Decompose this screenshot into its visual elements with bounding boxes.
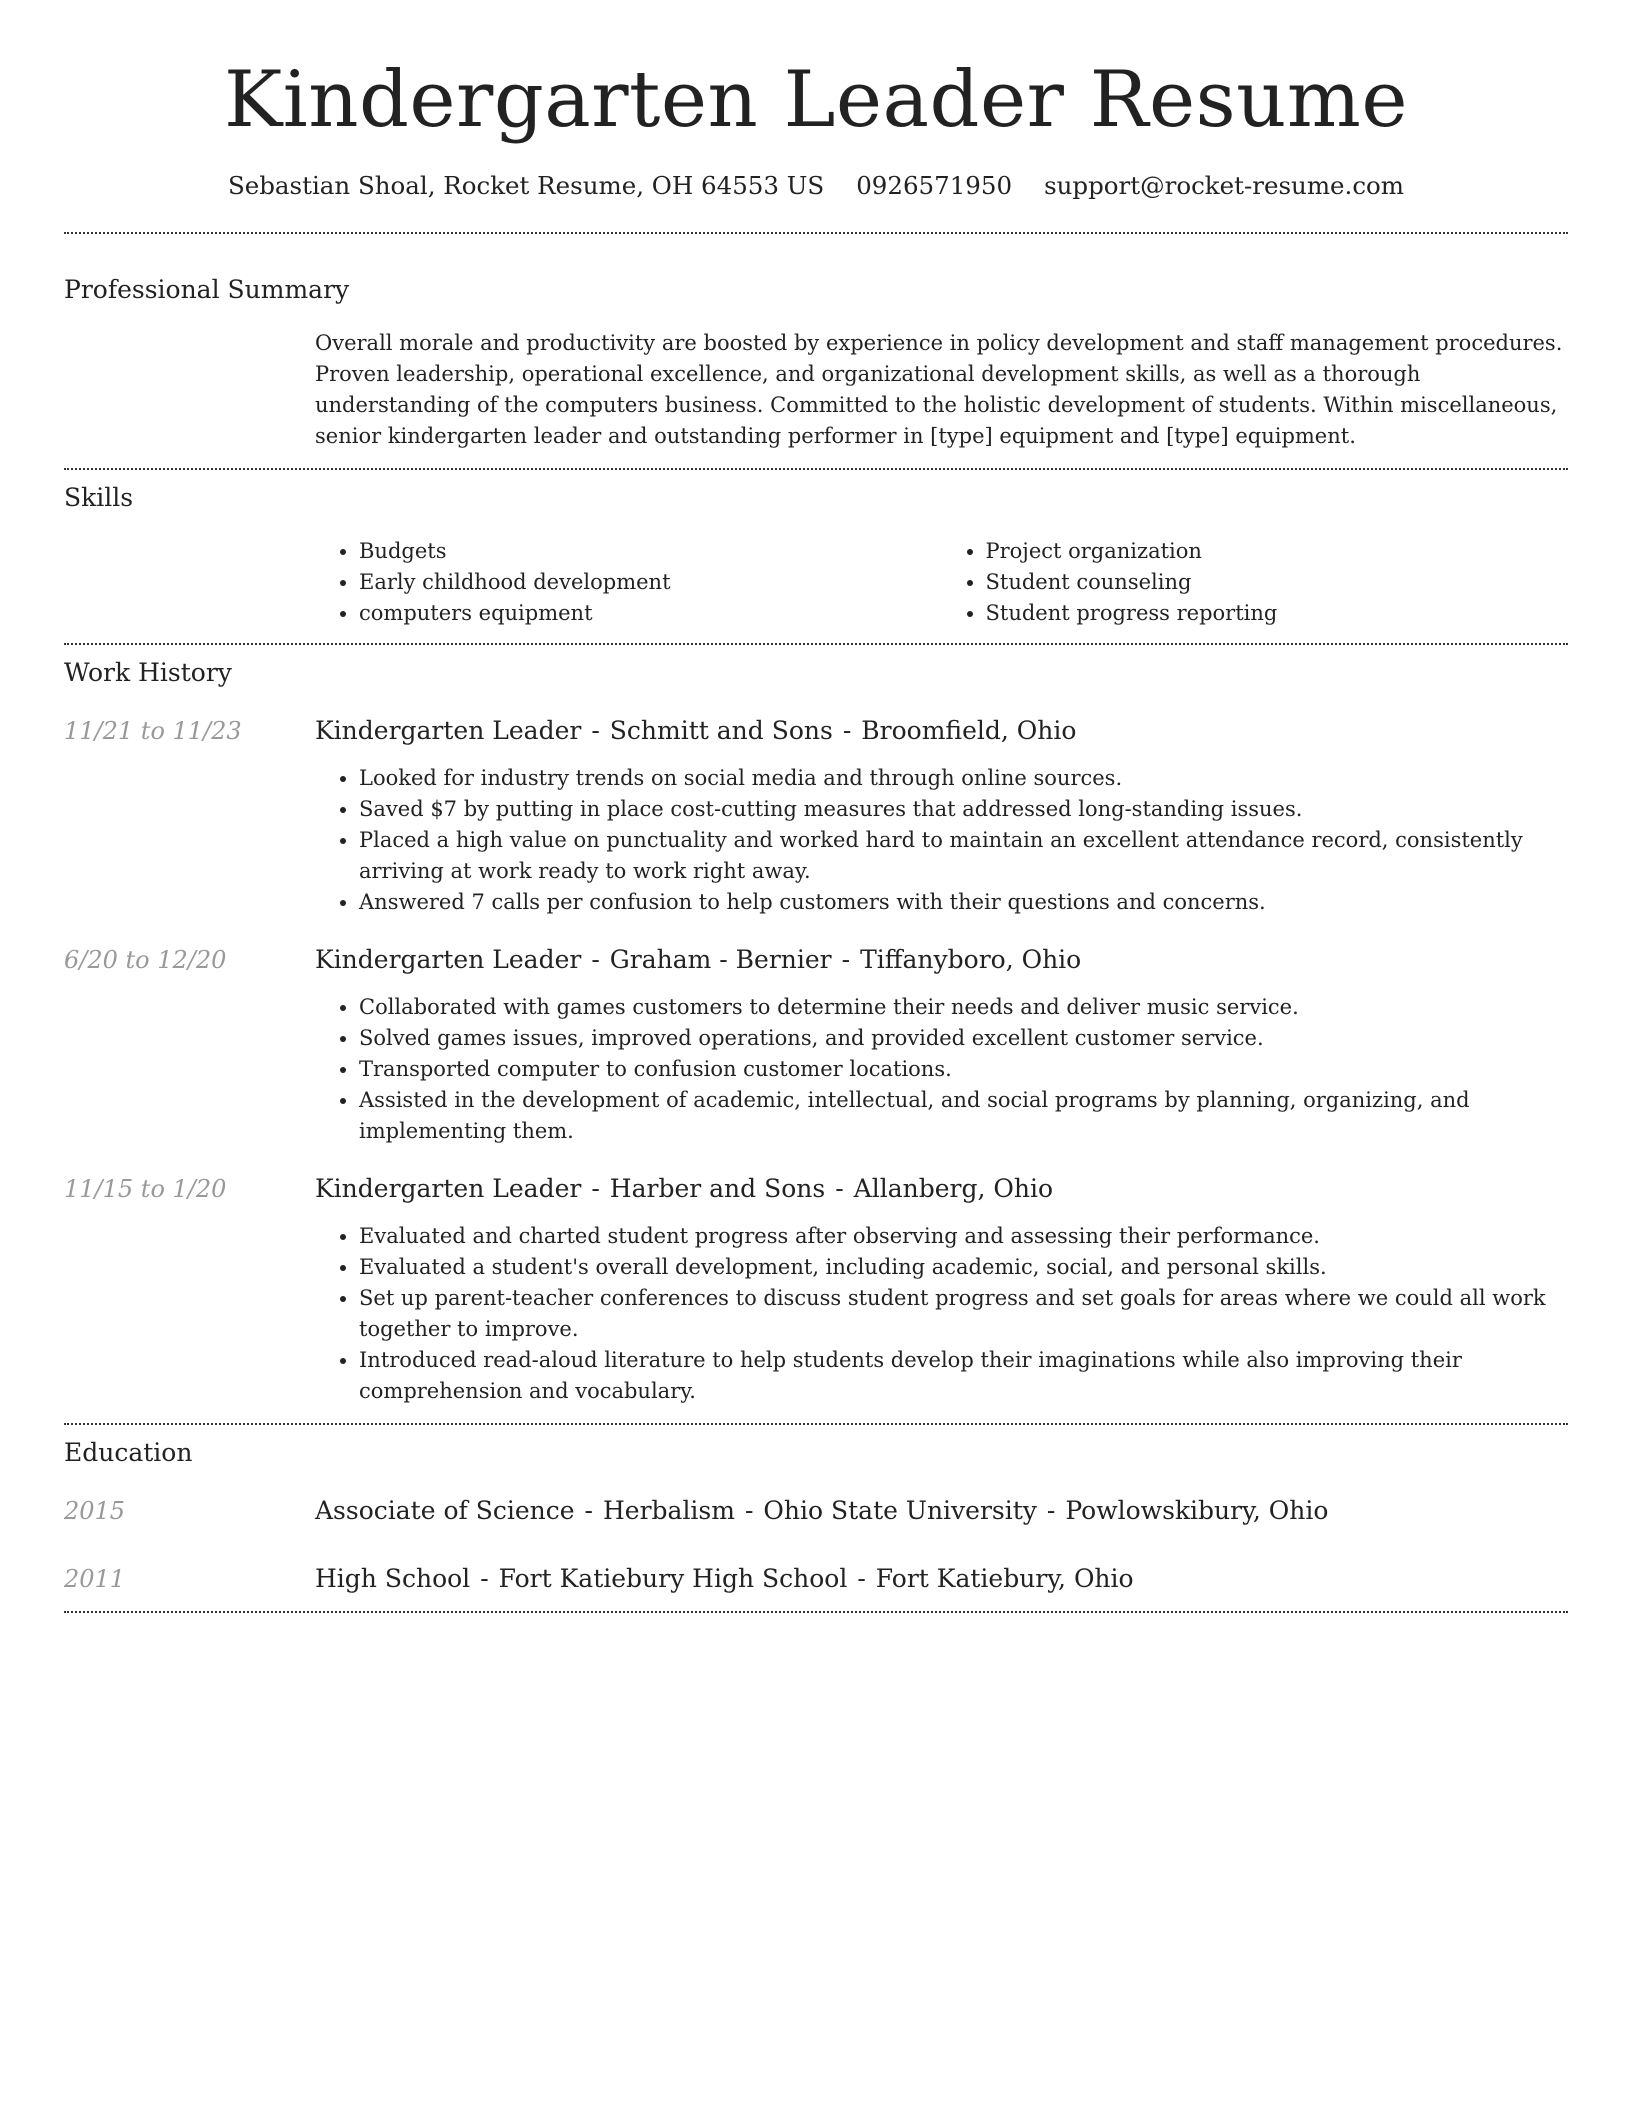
separator: -	[480, 1564, 489, 1593]
separator: -	[835, 1174, 844, 1203]
job-duty: • Transported computer to confusion customer locations.	[359, 1054, 1568, 1085]
contact-email: support@rocket-resume.com	[1044, 171, 1405, 200]
job-duty: • Assisted in the development of academic, intellectual, and social programs by planning, organizing, and implementing them.	[359, 1085, 1568, 1147]
header-divider	[64, 232, 1568, 234]
resume-page	[64, 0, 1568, 1613]
job-duty: • Saved $7 by putting in place cost-cutting measures that addressed long-standing issues.	[359, 794, 1568, 825]
education-heading: Education	[64, 1438, 193, 1467]
contact-phone: 0926571950	[856, 171, 1013, 200]
job-duty: • Collaborated with games customers to determine their needs and deliver music service.	[359, 992, 1568, 1023]
job-duties	[315, 992, 1568, 1147]
skills-divider	[64, 643, 1568, 645]
job-dates: 6/20 to 12/20	[64, 946, 227, 974]
separator: -	[584, 1496, 593, 1525]
job-duty: • Evaluated a student's overall development, including academic, social, and personal skills.	[359, 1252, 1568, 1283]
education-location: Fort Katiebury, Ohio	[875, 1564, 1134, 1593]
separator: -	[857, 1564, 866, 1593]
separator: -	[591, 1174, 600, 1203]
skills-column-right	[942, 536, 1569, 629]
education-entry	[64, 1495, 1568, 1527]
education-line	[315, 1495, 1328, 1527]
education-year: 2015	[64, 1497, 126, 1525]
education-field: Herbalism	[602, 1496, 735, 1525]
education-section	[64, 1437, 1568, 1595]
summary-section	[64, 274, 1568, 452]
education-year: 2011	[64, 1565, 126, 1593]
contact-address: Sebastian Shoal, Rocket Resume, OH 64553 US	[227, 171, 825, 200]
education-location: Powlowskibury, Ohio	[1065, 1496, 1329, 1525]
skills-heading: Skills	[64, 483, 134, 512]
skill-item: • Early childhood development	[359, 567, 942, 598]
job-role-line	[315, 715, 1076, 747]
job-company: Schmitt and Sons	[609, 716, 833, 745]
separator: -	[842, 716, 852, 745]
summary-body	[315, 328, 1568, 452]
job-role-line	[315, 1173, 1053, 1205]
skills-column-left	[315, 536, 942, 629]
separator: -	[841, 945, 851, 974]
job-role-line	[315, 944, 1081, 976]
summary-text: Overall morale and productivity are boosted by experience in policy development and staff management procedures. Proven leadership, operational excellence, and organizational development skills, as well as a thorough understanding of the computers business. Committed to the holistic development of students. Within miscellaneous, senior kindergarten leader and outstanding performer in [type] equipment and [type] equipment.	[315, 331, 1563, 448]
job-location: Allanberg, Ohio	[853, 1174, 1053, 1203]
job-duty: • Placed a high value on punctuality and worked hard to maintain an excellent attendance record, consistently arriving at work ready to work right away.	[359, 825, 1568, 887]
contact-line	[64, 170, 1568, 202]
separator: -	[591, 945, 600, 974]
job-duties	[315, 1221, 1568, 1407]
separator: -	[1046, 1496, 1056, 1525]
job-duty: • Introduced read-aloud literature to help students develop their imaginations while also improving their comprehension and vocabulary.	[359, 1345, 1568, 1407]
job-duty: • Evaluated and charted student progress after observing and assessing their performance.	[359, 1221, 1568, 1252]
skill-item: • Student progress reporting	[986, 598, 1569, 629]
job-title: Kindergarten Leader	[315, 716, 582, 745]
work-history-section	[64, 657, 1568, 1407]
job-entry	[64, 1173, 1568, 1407]
job-location: Broomfield, Ohio	[861, 716, 1077, 745]
skill-item: • Student counseling	[986, 567, 1569, 598]
education-degree: High School	[315, 1564, 471, 1593]
education-school: Fort Katiebury High School	[498, 1564, 848, 1593]
skill-item: • Budgets	[359, 536, 942, 567]
skill-item: • computers equipment	[359, 598, 942, 629]
job-duty: • Solved games issues, improved operations, and provided excellent customer service.	[359, 1023, 1568, 1054]
job-duties	[315, 763, 1568, 918]
summary-divider	[64, 468, 1568, 470]
job-entry	[64, 715, 1568, 918]
education-degree: Associate of Science	[315, 1496, 575, 1525]
separator: -	[744, 1496, 754, 1525]
job-duty: • Set up parent-teacher conferences to discuss student progress and set goals for areas where we could all work together to improve.	[359, 1283, 1568, 1345]
education-entry	[64, 1563, 1568, 1595]
job-company: Graham - Bernier	[609, 945, 832, 974]
job-company: Harber and Sons	[609, 1174, 826, 1203]
job-dates: 11/21 to 11/23	[64, 717, 242, 745]
job-location: Tiffanyboro, Ohio	[860, 945, 1082, 974]
skill-item: • Project organization	[986, 536, 1569, 567]
work-divider	[64, 1423, 1568, 1425]
job-entry	[64, 944, 1568, 1147]
summary-heading: Professional Summary	[64, 275, 350, 304]
job-duty: • Answered 7 calls per confusion to help customers with their questions and concerns.	[359, 887, 1568, 918]
education-line	[315, 1563, 1134, 1595]
job-dates: 11/15 to 1/20	[64, 1175, 227, 1203]
education-divider	[64, 1611, 1568, 1613]
job-duty: • Looked for industry trends on social media and through online sources.	[359, 763, 1568, 794]
job-title: Kindergarten Leader	[315, 945, 582, 974]
work-history-heading: Work History	[64, 658, 232, 687]
resume-title: Kindergarten Leader Resume	[224, 55, 1408, 145]
job-header	[64, 715, 1568, 747]
job-header	[64, 944, 1568, 976]
job-title: Kindergarten Leader	[315, 1174, 582, 1203]
skills-list	[315, 536, 1568, 629]
separator: -	[591, 716, 600, 745]
skills-section	[64, 482, 1568, 629]
education-school: Ohio State University	[763, 1496, 1037, 1525]
job-header	[64, 1173, 1568, 1205]
